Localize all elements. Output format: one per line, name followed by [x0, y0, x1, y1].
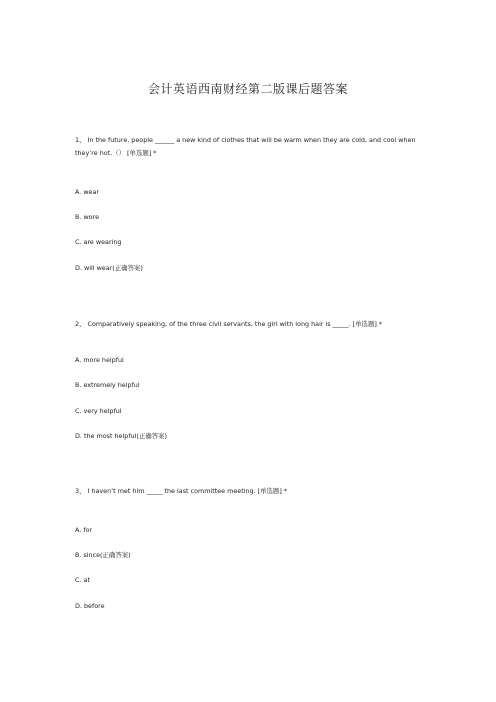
question-2-option-a: A. more helpful — [75, 356, 124, 364]
question-3-text: 3、 I haven’t met him _____ the last committee meeting. [单选题] * — [75, 487, 288, 495]
question-2-option-c: C. very helpful — [75, 407, 122, 415]
question-3-option-b: B. since(正确答案) — [75, 551, 131, 559]
page-title: 会计英语西南财经第二版课后题答案 — [147, 82, 348, 96]
question-3-option-c: C. at — [75, 576, 90, 584]
question-3-option-a: A. for — [75, 526, 93, 534]
question-1-option-d: D. will wear(正确答案) — [75, 264, 143, 272]
question-1-option-a: A. wear — [75, 188, 100, 196]
question-1-option-b: B. wore — [75, 213, 100, 221]
question-2-option-d: D. the most helpful(正确答案) — [75, 432, 167, 440]
question-1-text: 1、 In the future, people ______ a new kind of clothes that will be warm when they are cold, and cool when they’re hot.（） [单选题] * — [75, 136, 416, 157]
question-3-option-d: D. before — [75, 602, 105, 610]
question-2-option-b: B. extremely helpful — [75, 381, 140, 389]
question-1-option-c: C. are wearing — [75, 238, 122, 246]
question-2-text: 2、 Comparatively speaking, of the three civil servants, the girl with long hair is _____. [单选题] * — [75, 320, 383, 328]
